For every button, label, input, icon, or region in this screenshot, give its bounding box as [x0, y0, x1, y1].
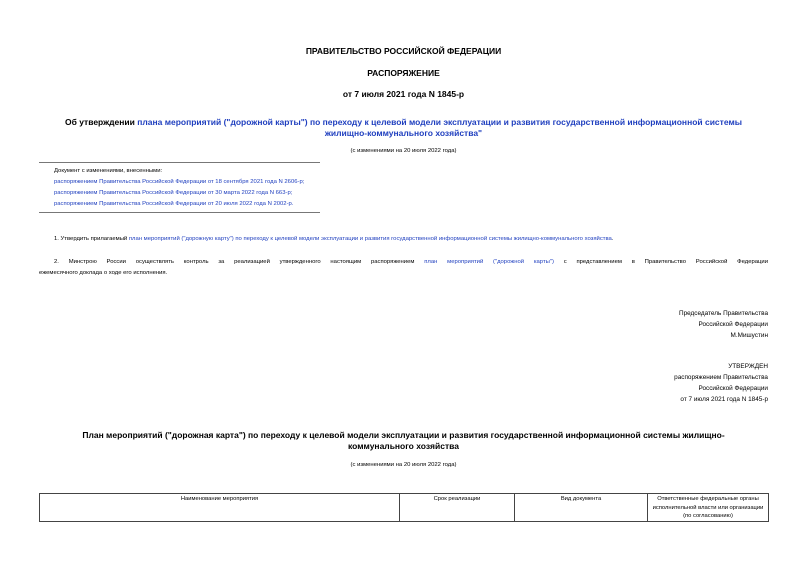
title-plan-link[interactable]: плана мероприятий ("дорожной карты") по переходу к целевой модели эксплуатации и развития государственной информационной системы: [137, 117, 742, 127]
title-prefix: Об утверждении: [64, 117, 138, 127]
amended-note: (с изменениями на 20 июля 2022 года): [350, 148, 457, 154]
p2-line-2: ежемесячного доклада о ходе его исполнения.: [39, 270, 168, 276]
roadmap-table: [39, 493, 769, 522]
approval-heading: УТВЕРЖДЕН: [728, 363, 768, 370]
col-header-doc-type: Вид документа: [515, 494, 648, 522]
signature-org: Российской Федерации: [698, 321, 768, 328]
title-plan-link-cont[interactable]: жилищно-коммунального хозяйства": [324, 128, 483, 138]
table-header-row: [40, 494, 769, 522]
p1-text: 1. Утвердить прилагаемый: [54, 236, 129, 242]
issuing-authority: ПРАВИТЕЛЬСТВО РОССИЙСКОЙ ФЕДЕРАЦИИ: [305, 46, 502, 56]
p2-text: 2. Минстрою России осуществлять контроль за реализацией утвержденного настоящим распоряжением: [54, 259, 425, 265]
col-header-responsible: Ответственные федеральные органы исполнительной власти или организации (по согласованию): [648, 494, 769, 522]
paragraph-2: [39, 257, 768, 279]
plan-title: [0, 430, 807, 452]
plan-title-line-2: коммунального хозяйства: [348, 441, 459, 451]
amendments-intro: Документ с изменениями, внесенными:: [54, 168, 163, 174]
document-date-number: от 7 июля 2021 года N 1845-р: [342, 89, 465, 99]
p2-plan-link[interactable]: план мероприятий ("дорожной карты"): [424, 259, 554, 265]
approval-line-2: распоряжением Правительства: [674, 374, 768, 381]
approval-block: [674, 361, 768, 405]
amendments-top-divider: [39, 162, 320, 163]
approval-line-3: Российской Федерации: [698, 385, 768, 392]
amendment-link-1[interactable]: распоряжением Правительства Российской Федерации от 18 сентября 2021 года N 2606-р;: [54, 179, 305, 185]
plan-amended-note: (с изменениями на 20 июля 2022 года): [350, 462, 457, 468]
amendment-link-3[interactable]: распоряжением Правительства Российской Федерации от 20 июля 2022 года N 2002-р.: [54, 201, 294, 207]
p1-end: .: [611, 236, 614, 242]
document-type: РАСПОРЯЖЕНИЕ: [367, 68, 440, 78]
plan-title-line-1: План мероприятий ("дорожная карта") по переходу к целевой модели эксплуатации и развития государственной информационной системы жилищно-: [82, 430, 725, 440]
signature-block: [679, 308, 768, 341]
p2-text-cont: с представлением в Правительство Российской Федерации: [553, 259, 768, 265]
paragraph-1: [54, 236, 613, 242]
approval-line-4: от 7 июля 2021 года N 1845-р: [680, 396, 768, 403]
col-header-activity: Наименование мероприятия: [40, 494, 400, 522]
col-header-deadline: Срок реализации: [400, 494, 515, 522]
p1-plan-link[interactable]: план мероприятий ("дорожную карту") по переходу к целевой модели эксплуатации и развития государственной информационной системы жилищно-коммунального хозяйства: [128, 236, 612, 242]
document-title: [0, 117, 807, 139]
amendment-link-2[interactable]: распоряжением Правительства Российской Федерации от 30 марта 2022 года N 663-р;: [54, 190, 293, 196]
signature-position: Председатель Правительства: [679, 310, 768, 317]
amendments-bottom-divider: [39, 212, 320, 213]
signature-name: М.Мишустин: [730, 332, 768, 339]
amendments-list: [54, 166, 304, 210]
